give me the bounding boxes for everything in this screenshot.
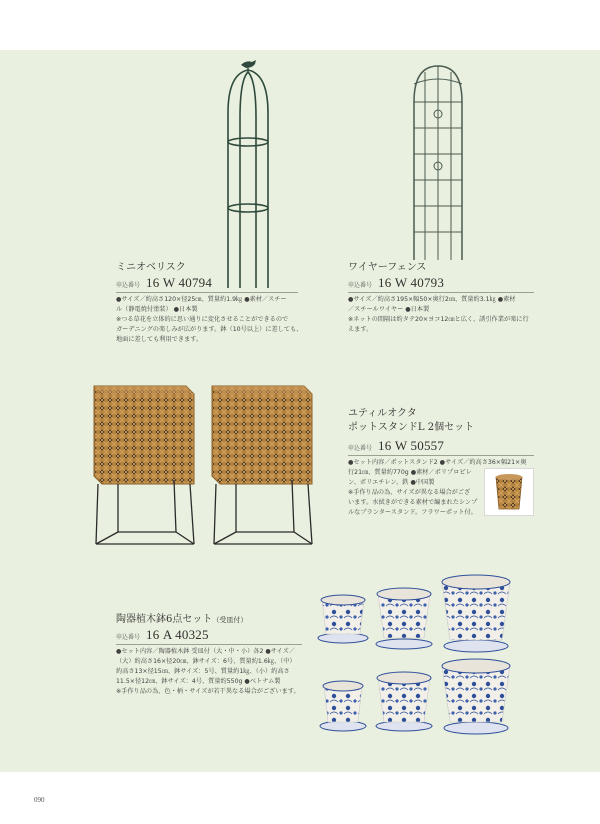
product-4-description: ●セット内容／陶器植木鉢 受皿付（大・中・小）各2 ●サイズ／ （大）約高さ16×径20㎝、鉢サイズ：6号、質量約1.6㎏、（中） 約高さ13×径15㎝、鉢サイズ：5号、質量約1㎏、（小）約高さ 11.5×径12㎝、鉢サイズ：4号、質量約550g ●ベトナム製 ※手作り品の為、色・柄・サイズが若干異なる場合がございます。 (116, 648, 300, 695)
product-4-title-suffix: （受皿付） (212, 616, 248, 624)
product-1-code-row (116, 275, 212, 291)
product-3-divider (348, 455, 534, 456)
pot-stand-pair-image (90, 380, 320, 548)
product-4-divider (116, 644, 302, 645)
product-3-code: 16 W 50557 (378, 438, 445, 453)
product-2-description: ●サイズ／約高さ195×幅50×奥行2㎝、質量約3.1㎏ ●素材 ／スチールワイヤー ●日本製 ※ネットの間隔は約タテ20×ヨコ12㎝と広く、誘引作業が楽に行 えます。 (348, 296, 529, 333)
product-3-code-row (348, 438, 444, 454)
wire-fence-image (410, 62, 466, 262)
product-3-code-label: 申込番号 (348, 445, 373, 452)
product-1-divider (116, 292, 298, 293)
product-1-title: ミニオベリスク (116, 262, 186, 273)
product-2-title: ワイヤーフェンス (348, 262, 427, 273)
product-2-code-row (348, 275, 444, 291)
product-3-title-line-1: ユティルオクタ (348, 408, 417, 419)
product-3-title-line-2: ポットスタンドL 2個セット (348, 422, 475, 433)
product-2-code-label: 申込番号 (348, 282, 373, 289)
product-1-code-label: 申込番号 (116, 282, 141, 289)
product-4-code: 16 A 40325 (146, 627, 209, 642)
product-4-code-label: 申込番号 (116, 634, 141, 641)
product-3-description: ●セット内容／ポットスタンド2 ●サイズ／約高さ36×幅21×奥 行21㎝、質量約770g ●素材／ポリプロピレ ン、ポリエチレン、鉄 ●中国製 ※手作り品の為、サイズが異なる場合がござ います。水拭きができる素材で編まれたシンプ ルなプランタースタンド。フラワーポット付。 (348, 459, 527, 516)
product-1-code: 16 W 40794 (146, 275, 213, 290)
product-2-divider (348, 292, 534, 293)
product-4-title (116, 610, 247, 625)
product-1-description: ●サイズ／約高さ120×径25㎝、質量約1.9㎏ ●素材／スチー ル（静電焼付塗装） ●日本製 ※つる草花を立体的に思い通りに変化させることができるので ガーデニングの楽しみが広がります。鉢（10号以上）に差しても、 地面に差しても利用できます。 (116, 296, 303, 343)
page-number: 090 (34, 796, 45, 804)
product-4-code-row (116, 627, 209, 643)
pot-stand-inset-image (484, 468, 534, 516)
ceramic-pot-set-image (316, 572, 516, 740)
product-3-title (348, 407, 474, 435)
mini-obelisk-image (222, 58, 274, 290)
product-4-title-main: 陶器植木鉢6点セット (116, 614, 213, 625)
product-2-code: 16 W 40793 (378, 275, 445, 290)
